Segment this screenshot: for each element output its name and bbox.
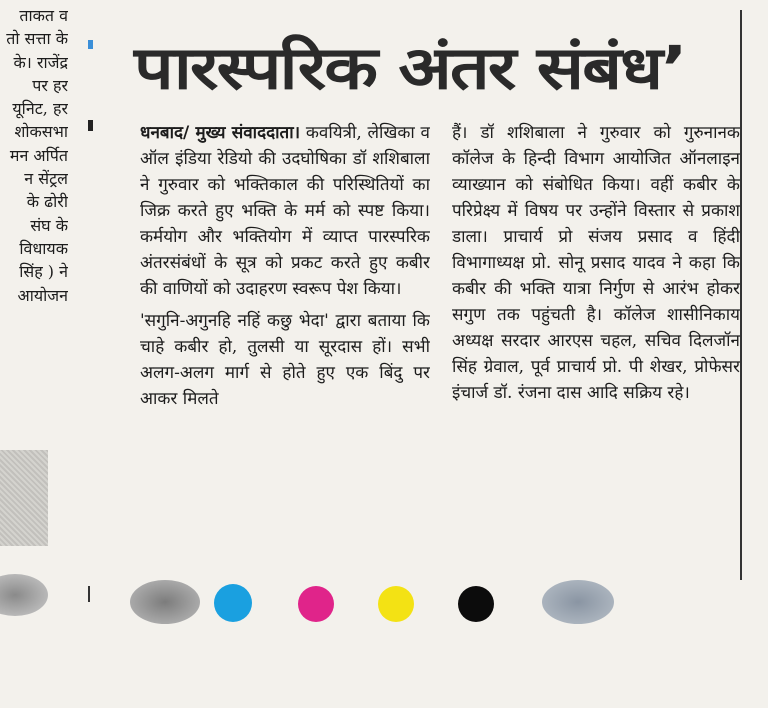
adjacent-line: के। राजेंद्र	[13, 52, 68, 72]
registration-mark-blue-gray	[542, 580, 614, 624]
adjacent-line: तो सत्ता के	[6, 29, 68, 49]
black-bullet-mark	[88, 120, 93, 131]
adjacent-photo	[0, 450, 48, 546]
registration-mark-cyan	[214, 584, 252, 622]
article-paragraph	[140, 120, 430, 302]
headline: पारस्परिक अंतर संबंध’	[134, 33, 686, 103]
adjacent-line: विधायक	[19, 238, 68, 258]
registration-mark-black	[458, 586, 494, 622]
adjacent-line: के ढोरी	[26, 192, 68, 212]
article-column-2	[452, 120, 740, 570]
registration-mark-gray-left	[0, 574, 48, 616]
adjacent-line: यूनिट, हर	[12, 99, 68, 119]
paragraph-text: कवयित्री, लेखिका व ऑल इंडिया रेडियो की उदघोषिका डॉ शशिबाला ने गुरुवार को भक्तिकाल की परिस्थितियों का जिक्र करते हुए भक्ति के मर्म को स्पष्ट किया। कर्मयोग और भक्तियोग में व्याप्त पारस्परिक अंतरसंबंधों के सूत्र को प्रकट करते हुए कबीर की वाणियों को उदाहरण स्वरूप पेश किया।	[140, 123, 430, 299]
adjacent-article-column	[0, 4, 80, 307]
column-rule-short	[88, 586, 90, 602]
registration-mark-magenta	[298, 586, 334, 622]
dateline: धनबाद/ मुख्य संवाददाता।	[140, 123, 301, 143]
registration-mark-yellow	[378, 586, 414, 622]
registration-mark-gray	[130, 580, 200, 624]
adjacent-line: संघ के	[30, 215, 68, 235]
adjacent-line: शोकसभा	[14, 122, 68, 142]
adjacent-line: आयोजन	[17, 285, 68, 305]
adjacent-line: पर हर	[32, 75, 68, 95]
adjacent-line: सिंह ) ने	[19, 262, 68, 282]
adjacent-line: न सेंट्रल	[24, 169, 68, 189]
blue-bullet-mark	[88, 40, 93, 49]
adjacent-line: मन अर्पित	[9, 145, 68, 165]
article-paragraph: हैं। डॉ शशिबाला ने गुरुवार को गुरुनानक कॉलेज के हिन्दी विभाग आयोजित ऑनलाइन व्याख्यान को संबोधित किया। वहीं कबीर के परिप्रेक्ष्य में विषय पर उन्होंने विस्तार से प्रकाश डाला। प्राचार्य प्रो संजय प्रसाद व हिंदी विभागाध्यक्ष प्रो. सोनू प्रसाद यादव ने कहा कि कबीर की भक्ति यात्रा निर्गुण से आरंभ होकर सगुण तक पहुंचती है। कॉलेज शासीनिकाय अध्यक्ष सरदार आरएस चहल, सचिव दिलजॉन सिंह ग्रेवाल, पूर्व प्राचार्य प्रो. पी शेखर, प्रोफेसर इंचार्ज डॉ. रंजना दास आदि सक्रिय रहे।	[452, 123, 740, 403]
article-column-1	[140, 120, 430, 590]
column-rule	[740, 10, 742, 580]
article-paragraph: 'सगुनि-अगुनहि नहिं कछु भेदा' द्वारा बताया कि चाहे कबीर हो, तुलसी या सूरदास हों। सभी अलग-अलग मार्ग से होते हुए एक बिंदु पर आकर मिलते	[140, 311, 430, 409]
adjacent-line: ताकत व	[19, 6, 68, 25]
